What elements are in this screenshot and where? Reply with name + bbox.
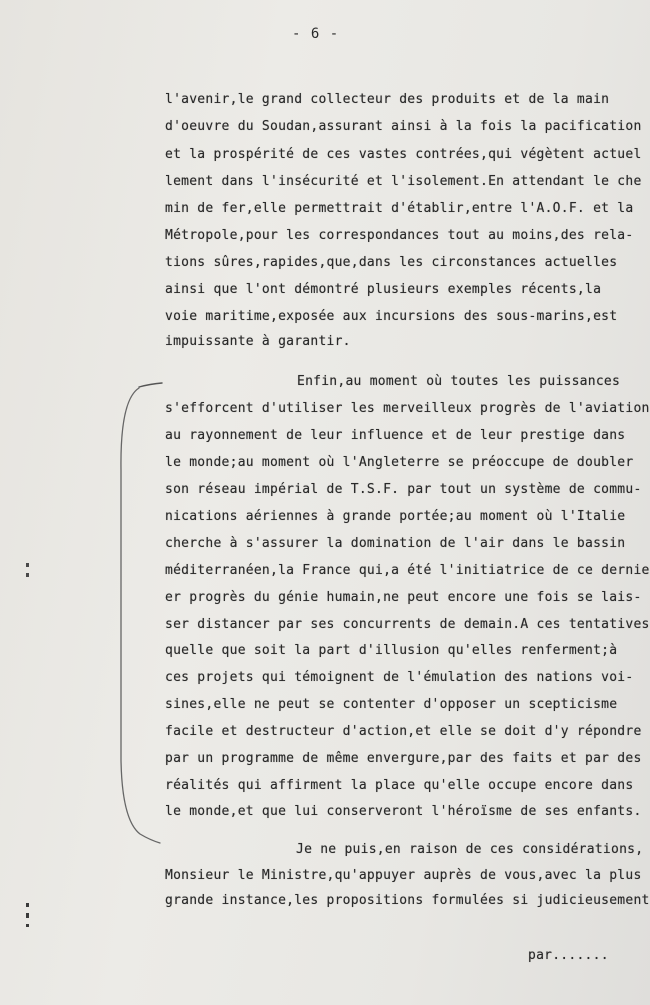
text-line: le monde,et que lui conserveront l'héroïsme de ses enfants.: [165, 804, 642, 819]
page-number: - 6 -: [292, 26, 340, 42]
text-line: réalités qui affirment la place qu'elle occupe encore dans: [165, 778, 634, 793]
text-line: s'efforcent d'utiliser les merveilleux progrès de l'aviation: [165, 401, 650, 416]
text-line: Métropole,pour les correspondances tout au moins,des rela-: [165, 228, 634, 243]
text-line: et la prospérité de ces vastes contrées,qui végètent actuel: [165, 147, 642, 162]
text-line: Monsieur le Ministre,qu'appuyer auprès de vous,avec la plus: [165, 868, 642, 883]
text-line: Enfin,au moment où toutes les puissances: [297, 374, 621, 389]
text-line: nications aériennes à grande portée;au moment où l'Italie: [165, 509, 626, 524]
text-line: ces projets qui témoignent de l'émulation des nations voi-: [165, 670, 634, 685]
text-line: d'oeuvre du Soudan,assurant ainsi à la fois la pacification: [165, 119, 642, 134]
bracket-vertical-stroke: [121, 388, 160, 843]
margin-dots-lower: [26, 903, 29, 927]
text-line: au rayonnement de leur influence et de leur prestige dans: [165, 428, 626, 443]
text-line: impuissante à garantir.: [165, 334, 351, 349]
text-line: voie maritime,exposée aux incursions des sous-marins,est: [165, 309, 618, 324]
text-line: méditerranéen,la France qui,a été l'initiatrice de ce dernie: [165, 563, 650, 578]
text-line: le monde;au moment où l'Angleterre se préoccupe de doubler: [165, 455, 634, 470]
margin-dots-upper: [26, 563, 29, 577]
text-line: tions sûres,rapides,que,dans les circonstances actuelles: [165, 255, 618, 270]
text-line: quelle que soit la part d'illusion qu'elles renferment;à: [165, 643, 618, 658]
text-line: sines,elle ne peut se contenter d'opposer un scepticisme: [165, 697, 618, 712]
text-line: Je ne puis,en raison de ces considérations,: [296, 842, 644, 857]
text-line: l'avenir,le grand collecteur des produits et de la main: [165, 92, 610, 107]
text-line: ainsi que l'ont démontré plusieurs exemples récents,la: [165, 282, 602, 297]
bracket-top-stroke: [139, 383, 162, 387]
text-line: son réseau impérial de T.S.F. par tout un système de commu-: [165, 482, 642, 497]
text-line: ser distancer par ses concurrents de demain.A ces tentatives: [165, 617, 650, 632]
text-line: er progrès du génie humain,ne peut encore une fois se lais-: [165, 590, 642, 605]
text-line: grande instance,les propositions formulées si judicieusement: [165, 893, 650, 908]
text-line: facile et destructeur d'action,et elle se doit d'y répondre: [165, 724, 642, 739]
text-line: lement dans l'insécurité et l'isolement.En attendant le che: [165, 174, 642, 189]
text-line: min de fer,elle permettrait d'établir,entre l'A.O.F. et la: [165, 201, 634, 216]
text-line: cherche à s'assurer la domination de l'air dans le bassin: [165, 536, 626, 551]
catchword: par.......: [528, 948, 609, 963]
text-line: par un programme de même envergure,par des faits et par des: [165, 751, 642, 766]
